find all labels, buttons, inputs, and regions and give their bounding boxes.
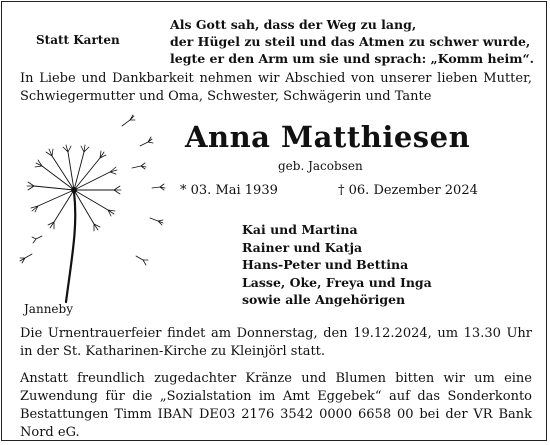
poem-line: der Hügel zu steil und das Atmen zu schwer wurde, — [170, 34, 531, 49]
family-member: sowie alle Angehörigen — [242, 292, 406, 307]
poem — [170, 16, 540, 67]
family-list — [242, 221, 432, 309]
family-member: Lasse, Oke, Freya und Inga — [242, 274, 432, 290]
poem-line: Als Gott sah, dass der Weg zu lang, — [170, 17, 417, 32]
deceased-name: Anna Matthiesen — [185, 120, 471, 154]
statt-karten-label: Statt Karten — [36, 33, 120, 47]
donation-info: Anstatt freundlich zugedachter Kränze und Blumen bitten wir um eine Zuwendung für die „Sozialstation im Amt Eggebek“ auf das Sonderkonto Bestattungen Timm IBAN DE03 2176 3542 0000 6658 00 bei der VR Bank Nord eG. — [20, 371, 532, 440]
intro-text: In Liebe und Dankbarkeit nehmen wir Abschied von unserer lieben Mutter, Schwiegermutter und Oma, Schwester, Schwägerin und Tante — [20, 71, 532, 104]
family-member: Kai und Martina — [242, 222, 358, 237]
place-name: Janneby — [24, 302, 73, 316]
birth-date: * 03. Mai 1939 — [180, 183, 278, 198]
funeral-info: Die Urnentrauerfeier findet am Donnerstag, den 19.12.2024, um 13.30 Uhr in der St. Katharinen-Kirche zu Kleinjörl statt. — [20, 326, 532, 359]
dandelion-icon — [12, 106, 172, 306]
family-member: Rainer und Katja — [242, 239, 363, 255]
obituary-notice — [1, 1, 547, 441]
poem-line: legte er den Arm um sie und sprach: „Komm heim“. — [170, 51, 535, 66]
birth-name: geb. Jacobsen — [278, 159, 363, 173]
death-date: † 06. Dezember 2024 — [338, 183, 478, 198]
family-member: Hans-Peter und Bettina — [242, 257, 409, 272]
